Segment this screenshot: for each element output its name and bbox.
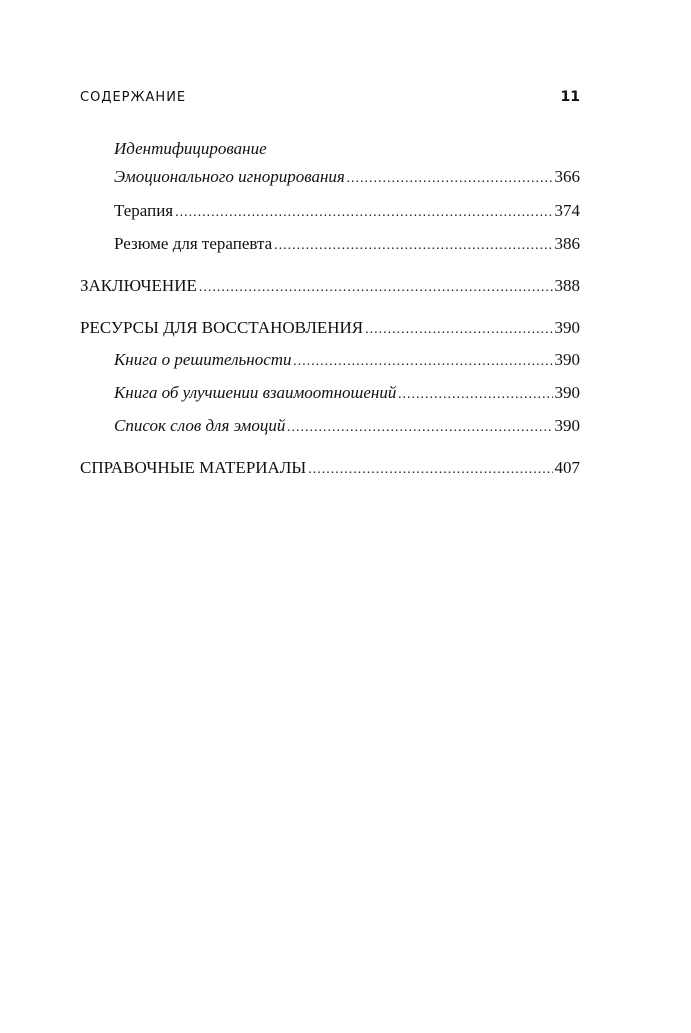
toc-entry-conclusion[interactable] bbox=[80, 275, 580, 297]
toc-entry-therapy[interactable] bbox=[80, 200, 580, 222]
toc-entry-label: ЗАКЛЮЧЕНИЕ bbox=[80, 276, 197, 295]
toc-entry-label: Книга об улучшении взаимоотношений bbox=[114, 383, 397, 402]
toc-entry-page: 374 bbox=[554, 201, 580, 220]
dot-leader bbox=[175, 202, 552, 224]
dot-leader bbox=[287, 417, 552, 439]
toc-entry-identification-line1[interactable] bbox=[80, 138, 580, 160]
toc-entry-page: 390 bbox=[554, 318, 580, 337]
toc-entry-label: СПРАВОЧНЫЕ МАТЕРИАЛЫ bbox=[80, 458, 307, 477]
toc-entry-label: Терапия bbox=[114, 201, 174, 220]
toc-entry-relationships-book[interactable] bbox=[80, 382, 580, 404]
toc-entry-label: Книга о решительности bbox=[114, 350, 292, 369]
dot-leader bbox=[308, 459, 552, 481]
running-title: СОДЕРЖАНИЕ bbox=[80, 90, 187, 105]
dot-leader bbox=[274, 235, 552, 257]
toc-entry-page: 388 bbox=[554, 276, 580, 295]
toc-entry-page: 366 bbox=[554, 167, 580, 186]
page-number: 11 bbox=[560, 89, 580, 105]
toc-entry-label: РЕСУРСЫ ДЛЯ ВОССТАНОВЛЕНИЯ bbox=[80, 318, 364, 337]
toc-entry-recovery-resources[interactable] bbox=[80, 317, 580, 339]
toc-entry-identification[interactable] bbox=[80, 166, 580, 188]
toc-entry-page: 407 bbox=[554, 458, 580, 477]
dot-leader bbox=[199, 277, 553, 299]
toc-entry-emotion-words-list[interactable] bbox=[80, 415, 580, 437]
toc-entry-label: Резюме для терапевта bbox=[114, 234, 273, 253]
toc-entry-page: 390 bbox=[554, 416, 580, 435]
running-head bbox=[80, 90, 580, 110]
dot-leader bbox=[398, 384, 552, 406]
table-of-contents bbox=[80, 138, 580, 479]
toc-entry-page: 386 bbox=[554, 234, 580, 253]
dot-leader bbox=[347, 168, 553, 190]
toc-entry-assertiveness-book[interactable] bbox=[80, 349, 580, 371]
toc-entry-summary-for-therapist[interactable] bbox=[80, 233, 580, 255]
toc-entry-label: Эмоционального игнорирования bbox=[114, 167, 345, 186]
dot-leader bbox=[294, 351, 553, 373]
toc-entry-label: Идентифицирование bbox=[114, 139, 267, 158]
toc-entry-page: 390 bbox=[554, 350, 580, 369]
toc-entry-page: 390 bbox=[554, 383, 580, 402]
toc-entry-references[interactable] bbox=[80, 457, 580, 479]
dot-leader bbox=[365, 319, 552, 341]
toc-entry-label: Список слов для эмоций bbox=[114, 416, 286, 435]
